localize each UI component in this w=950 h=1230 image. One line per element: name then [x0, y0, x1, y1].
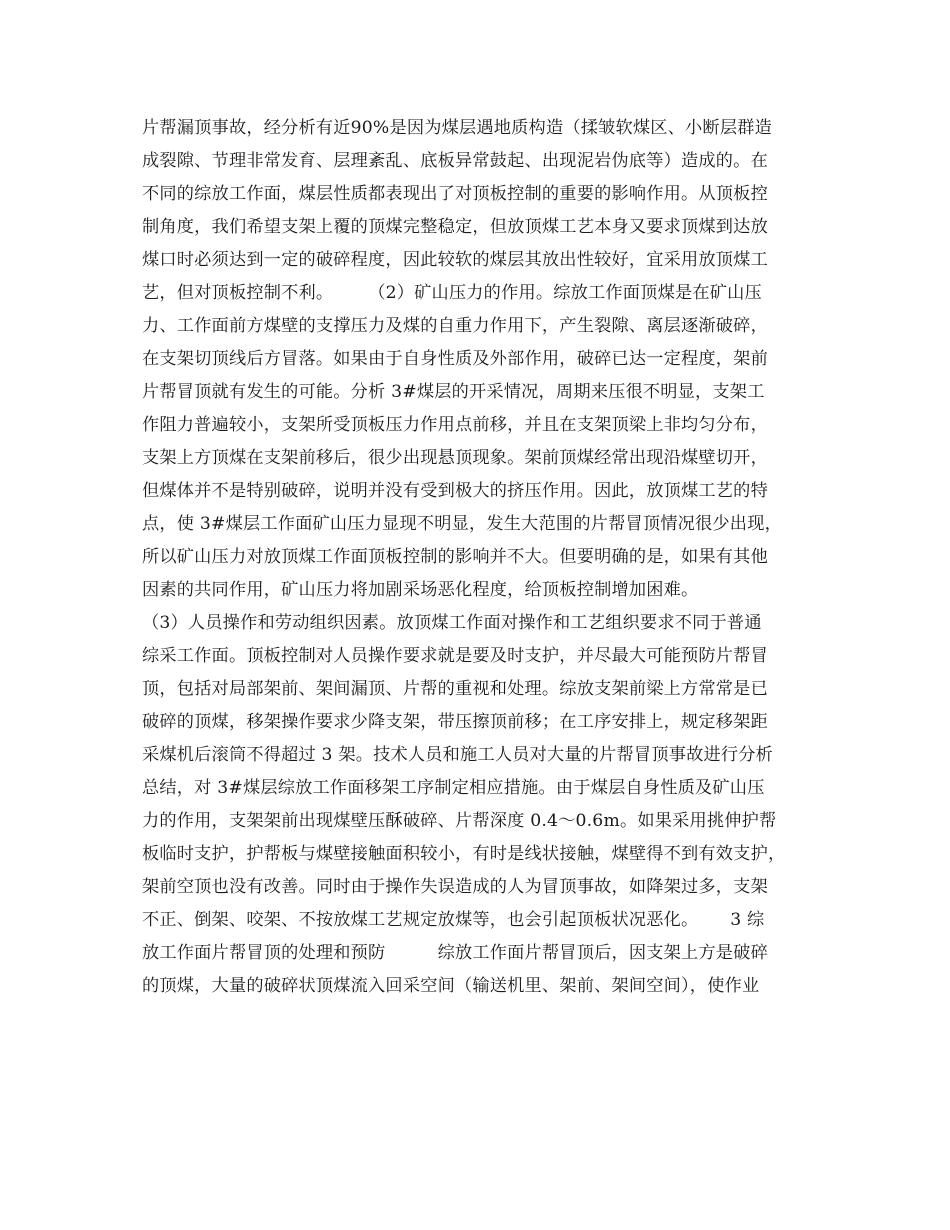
text-line: 综采工作面。顶板控制对人员操作要求就是要及时支护，并尽最大可能预防片帮冒: [142, 646, 768, 666]
text-line: 采煤机后滚筒不得超过 3 架。技术人员和施工人员对大量的片帮冒顶事故进行分析: [142, 745, 774, 765]
text-line: 支架上方顶煤在支架前移后，很少出现悬顶现象。架前顶煤经常出现沿煤壁切开，: [142, 448, 768, 468]
text-line: 放工作面片帮冒顶的处理和预防 综放工作面片帮冒顶后，因支架上方是破碎: [142, 943, 768, 963]
text-line: 架前空顶也没有改善。同时由于操作失误造成的人为冒顶事故，如降架过多，支架: [142, 877, 768, 897]
text-line: 不正、倒架、咬架、不按放煤工艺规定放煤等，也会引起顶板状况恶化。 3 综: [142, 910, 765, 930]
text-line: 制角度，我们希望支架上覆的顶煤完整稳定，但放顶煤工艺本身又要求顶煤到达放: [142, 217, 768, 237]
text-line: （3）人员操作和劳动组织因素。放顶煤工作面对操作和工艺组织要求不同于普通: [142, 613, 762, 633]
text-line: 顶，包括对局部架前、架间漏顶、片帮的重视和处理。综放支架前梁上方常常是已: [142, 679, 768, 699]
text-line: 在支架切顶线后方冒落。如果由于自身性质及外部作用，破碎已达一定程度，架前: [142, 349, 768, 369]
text-line: 力的作用，支架架前出现煤壁压酥破碎、片帮深度 0.4～0.6m。如果采用挑伸护帮: [142, 811, 777, 831]
text-line: 破碎的顶煤，移架操作要求少降支架，带压擦顶前移；在工序安排上，规定移架距: [142, 712, 768, 732]
body-text: [142, 112, 828, 1003]
text-line: 的顶煤，大量的破碎状顶煤流入回采空间（输送机里、架前、架间空间），使作业: [142, 976, 760, 996]
text-line: 成裂隙、节理非常发育、层理紊乱、底板异常鼓起、出现泥岩伪底等）造成的。在: [142, 151, 768, 171]
text-line: 点，使 3#煤层工作面矿山压力显现不明显，发生大范围的片帮冒顶情况很少出现，: [142, 514, 782, 534]
text-line: 作阻力普遍较小，支架所受顶板压力作用点前移，并且在支架顶梁上非均匀分布，: [142, 415, 768, 435]
text-line: 片帮冒顶就有发生的可能。分析 3#煤层的开采情况，周期来压很不明显，支架工: [142, 382, 765, 402]
text-line: 但煤体并不是特别破碎，说明并没有受到极大的挤压作用。因此，放顶煤工艺的特: [142, 481, 768, 501]
text-line: 不同的综放工作面，煤层性质都表现出了对顶板控制的重要的影响作用。从顶板控: [142, 184, 768, 204]
text-line: 片帮漏顶事故，经分析有近90%是因为煤层遇地质构造（揉皱软煤区、小断层群造: [142, 118, 772, 138]
text-line: 煤口时必须达到一定的破碎程度，因此较软的煤层其放出性较好，宜采用放顶煤工: [142, 250, 768, 270]
text-line: 力、工作面前方煤壁的支撑压力及煤的自重力作用下，产生裂隙、离层逐渐破碎，: [142, 316, 768, 336]
text-line: 因素的共同作用，矿山压力将加剧采场恶化程度，给顶板控制增加困难。: [142, 580, 699, 600]
text-line: 板临时支护，护帮板与煤壁接触面积较小，有时是线状接触，煤壁得不到有效支护，: [142, 844, 786, 864]
text-line: 艺，但对顶板控制不利。 （2）矿山压力的作用。综放工作面顶煤是在矿山压: [142, 283, 762, 303]
text-line: 总结，对 3#煤层综放工作面移架工序制定相应措施。由于煤层自身性质及矿山压: [142, 778, 765, 798]
text-line: 所以矿山压力对放顶煤工作面顶板控制的影响并不大。但要明确的是，如果有其他: [142, 547, 768, 567]
